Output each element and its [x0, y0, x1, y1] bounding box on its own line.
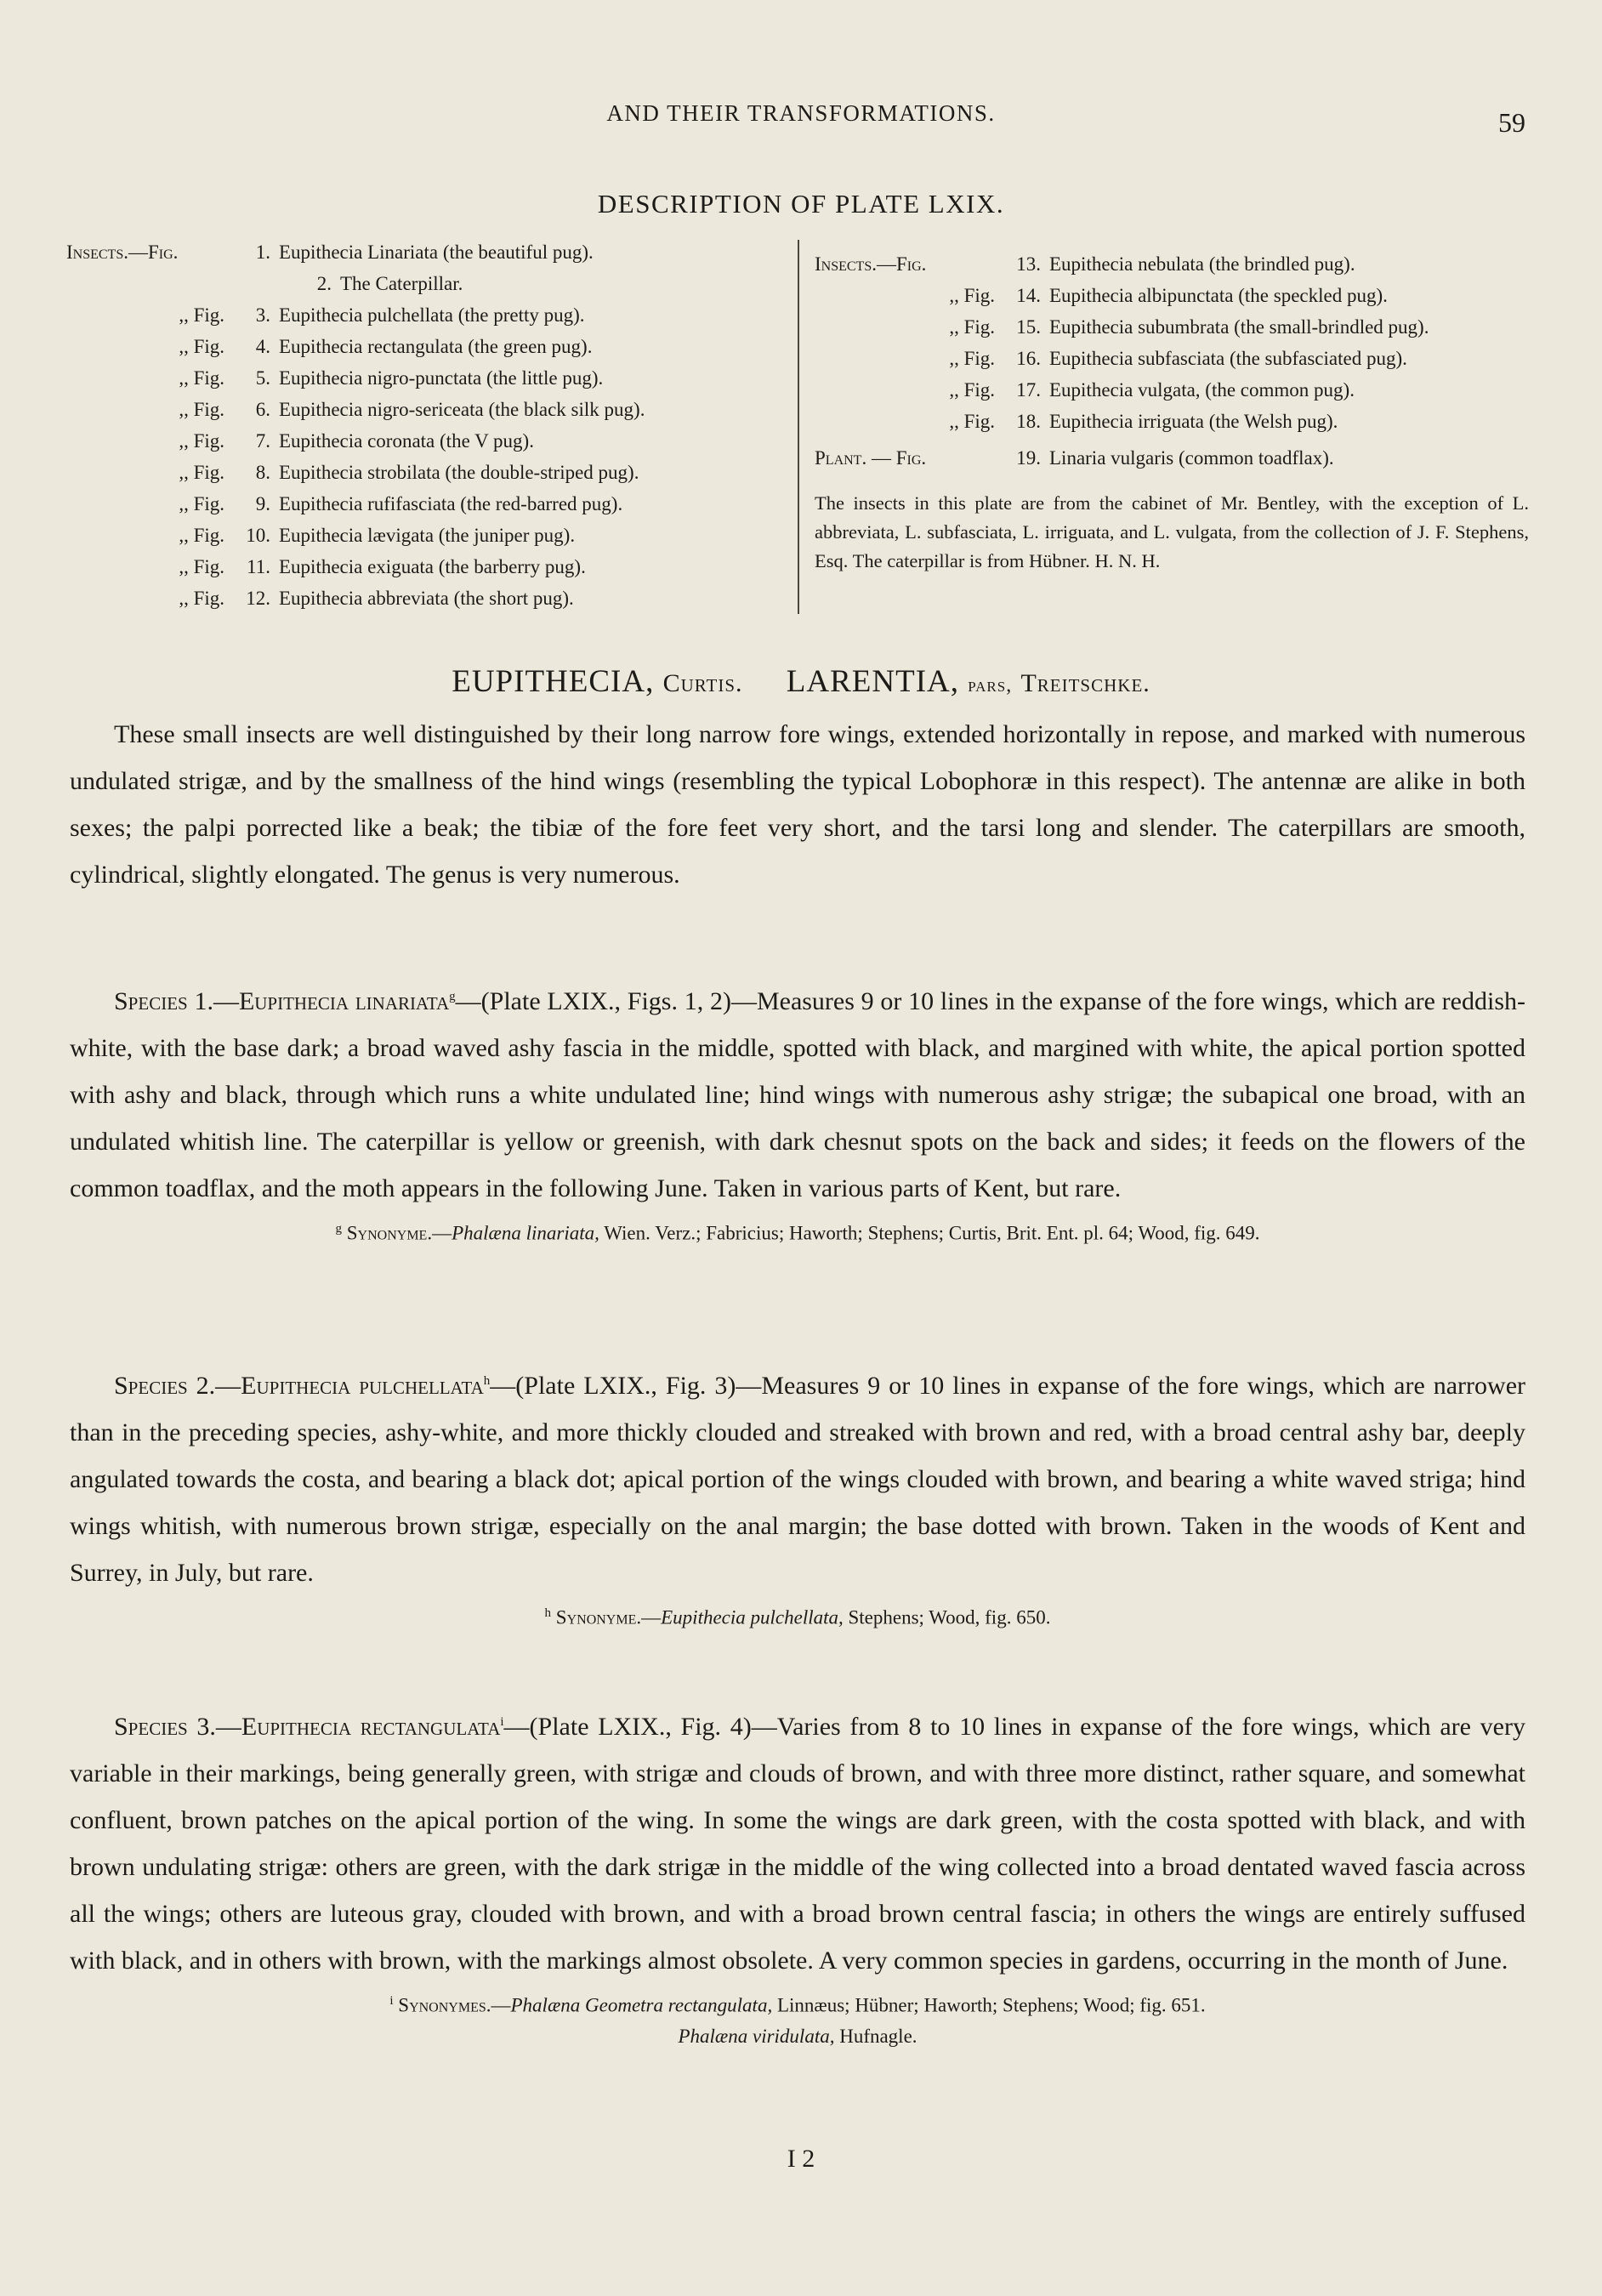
- footnote-label: Synonyme.—: [555, 1606, 662, 1628]
- footnote-marker: h: [544, 1606, 552, 1620]
- footnote-synonym: Eupithecia pulchellata,: [661, 1606, 844, 1628]
- figure-label: ,, Fig.: [179, 336, 224, 357]
- species-text: —(Plate LXIX., Fig. 3)—Measures 9 or 10 lines in expanse of the fore wings, which are narrower than in the preceding species, ashy-white, and more thickly clouded and streaked with brown and red, with a broad central ashy bar, deeply angulated towards the costa, and bearing a black dot; apical portion of the wings clouded with brown, and bearing a white waved striga; hind wings whitish, with numerous brown strigæ, especially on the anal margin; the base dotted with brown. Taken in the woods of Kent and Surrey, in July, but rare.: [70, 1372, 1526, 1587]
- species-heading: Species 3.—Eupithecia rectangulata: [114, 1713, 501, 1741]
- species-text: —(Plate LXIX., Fig. 4)—Varies from 8 to 10 lines in expanse of the fore wings, which are very variable in their markings, being generally green, with strigæ and clouds of brown, and with three more distinct, rather square, and somewhat confluent, brown patches on the apical portion of the wing. In some the wings are dark green, with the costa spotted with black, and with brown undulating strigæ: others are green, with the dark strigæ in the middle of the wing collected into a broad dentated waved fascia across all the wings; others are luteous gray, clouded with brown, and with a broad brown central fascia; in others the wings are entirely suffused with black, and in others with brown, with the markings almost obsolete. A very common species in gardens, occurring in the month of June.: [70, 1713, 1525, 1975]
- figure-number: 3.: [255, 304, 270, 326]
- figure-description: Eupithecia albipunctata (the speckled pug).: [1049, 285, 1388, 306]
- figure-description: Linaria vulgaris (common toadflax).: [1049, 447, 1334, 469]
- figure-label: Insects.—Fig.: [815, 253, 927, 275]
- footnote-marker: g: [335, 1222, 342, 1236]
- figure-number: 5.: [255, 367, 270, 389]
- figure-entry: [815, 280, 1529, 311]
- species-paragraph: [70, 1358, 1525, 1596]
- figure-number: 18.: [1016, 411, 1041, 432]
- footnote-marker: i: [500, 1715, 504, 1729]
- figure-entry: [66, 425, 789, 457]
- figure-entry: [66, 362, 789, 394]
- footnote-marker: i: [389, 1994, 394, 2008]
- figure-number: 12.: [246, 588, 270, 609]
- figure-label: ,, Fig.: [179, 525, 224, 546]
- footnote-marker: h: [483, 1374, 491, 1388]
- figure-entry: [815, 248, 1529, 280]
- figure-description: Eupithecia nigro-punctata (the little pug).: [279, 367, 604, 389]
- figure-number: 1.: [255, 242, 270, 263]
- figure-description: Eupithecia subumbrata (the small-brindled pug).: [1049, 316, 1429, 338]
- genus-name: EUPITHECIA,: [452, 664, 655, 699]
- signature-mark: I 2: [787, 2145, 815, 2173]
- figure-label: ,, Fig.: [179, 304, 224, 326]
- plate-note: The insects in this plate are from the cabinet of Mr. Bentley, with the exception of L. abbreviata, L. subfasciata, L. irriguata, and L. vulgata, from the collection of J. F. Stephens, Esq. The caterpillar is from Hübner. H. N. H.: [815, 492, 1529, 571]
- plate-title: DESCRIPTION OF PLATE LXIX.: [597, 189, 1005, 219]
- figure-description: Eupithecia exiguata (the barberry pug).: [279, 556, 586, 577]
- figure-number: 16.: [1016, 348, 1041, 369]
- species-text: —(Plate LXIX., Figs. 1, 2)—Measures 9 or 10 lines in the expanse of the fore wings, which are reddish-white, with the base dark; a broad waved ashy fascia in the middle, spotted with black, and margined with white, the apical portion spotted with ashy and black, through which runs a white undulated line; hind wings with numerous ashy strigæ; the subapical one broad, with an undulated whitish line. The caterpillar is yellow or greenish, with dark chesnut spots on the back and sides; it feeds on the flowers of the common toadflax, and the moth appears in the following June. Taken in various parts of Kent, but rare.: [70, 987, 1525, 1202]
- figure-entry: [66, 583, 789, 614]
- figure-label: ,, Fig.: [179, 462, 224, 483]
- figure-label: ,, Fig.: [179, 399, 224, 420]
- intro-paragraph: These small insects are well distinguished by their long narrow fore wings, extended horizontally in repose, and marked with numerous undulated strigæ, and by the smallness of the hind wings (resembling the typical Lobophoræ in this respect). The antennæ are alike in both sexes; the palpi porrected like a beak; the tibiæ of the fore feet very short, and the tarsi long and slender. The caterpillars are smooth, cylindrical, slightly elongated. The genus is very numerous.: [70, 720, 1525, 889]
- figure-label: ,, Fig.: [179, 367, 224, 389]
- figure-entry: [66, 394, 789, 425]
- figure-entry: [66, 520, 789, 551]
- species-paragraph: [70, 974, 1525, 1212]
- intro-block: [70, 711, 1525, 898]
- figure-description: Eupithecia nebulata (the brindled pug).: [1049, 253, 1355, 275]
- figure-description: Eupithecia pulchellata (the pretty pug).: [279, 304, 585, 326]
- genus-heading: [0, 663, 1602, 700]
- footnote-continuation: [70, 2021, 1525, 2052]
- genus-authority: Curtis.: [662, 669, 743, 697]
- footnote-label: Synonymes.—: [398, 1994, 511, 2016]
- figure-description: Eupithecia irriguata (the Welsh pug).: [1049, 411, 1338, 432]
- figure-number: 8.: [255, 462, 270, 483]
- figure-label: ,, Fig.: [179, 588, 224, 609]
- footnote-synonym: Phalæna Geometra rectangulata,: [510, 1994, 773, 2016]
- footnote: [70, 1986, 1525, 2021]
- figure-label: ,, Fig.: [179, 556, 224, 577]
- species-block: [70, 1699, 1525, 2052]
- figure-description: Eupithecia abbreviata (the short pug).: [279, 588, 574, 609]
- page-number: 59: [1498, 107, 1525, 138]
- figure-number: 2.: [316, 273, 332, 294]
- species-paragraph: [70, 1699, 1525, 1984]
- running-head: AND THEIR TRANSFORMATIONS.: [606, 100, 996, 126]
- figure-label: ,, Fig.: [949, 316, 995, 338]
- figure-entry: [66, 236, 789, 268]
- footnote-references: Linnæus; Hübner; Haworth; Stephens; Wood; fig. 651.: [776, 1994, 1206, 2016]
- footnote-synonym: Phalæna viridulata,: [678, 2025, 835, 2047]
- figure-description: Eupithecia Linariata (the beautiful pug).: [279, 242, 594, 263]
- footnote-references: Stephens; Wood, fig. 650.: [848, 1606, 1051, 1628]
- genus-name-alt: LARENTIA,: [786, 664, 959, 699]
- figure-number: 17.: [1016, 379, 1041, 401]
- species-heading: Species 1.—Eupithecia linariata: [114, 987, 450, 1015]
- footnote-references: Hufnagle.: [839, 2025, 917, 2047]
- figure-description: Eupithecia lævigata (the juniper pug).: [279, 525, 576, 546]
- figure-list-left: [66, 236, 789, 614]
- figure-entry: [815, 343, 1529, 374]
- figure-description: Eupithecia coronata (the V pug).: [279, 430, 534, 452]
- figure-number: 7.: [255, 430, 270, 452]
- footnote-marker: g: [449, 990, 456, 1003]
- figure-number: 13.: [1016, 253, 1041, 275]
- species-heading: Species 2.—Eupithecia pulchellata: [114, 1372, 484, 1400]
- species-block: [70, 1358, 1525, 1634]
- figure-list-right: [815, 248, 1529, 595]
- footnote-references: Wien. Verz.; Fabricius; Haworth; Stephens; Curtis, Brit. Ent. pl. 64; Wood, fig. 649.: [604, 1222, 1260, 1244]
- figure-description: Eupithecia rectangulata (the green pug).: [279, 336, 593, 357]
- figure-entry: [815, 406, 1529, 437]
- figure-entry: [815, 311, 1529, 343]
- figure-label: ,, Fig.: [179, 493, 224, 514]
- figure-entry: [815, 374, 1529, 406]
- figure-number: 6.: [255, 399, 270, 420]
- figure-number: 10.: [246, 525, 270, 546]
- figure-description: Eupithecia strobilata (the double-striped pug).: [279, 462, 639, 483]
- figure-entry: [66, 299, 789, 331]
- footnote-label: Synonyme.—: [346, 1222, 452, 1244]
- figure-number: 4.: [255, 336, 270, 357]
- figure-entry: [66, 551, 789, 583]
- figure-number: 15.: [1016, 316, 1041, 338]
- figure-number: 11.: [247, 556, 270, 577]
- figure-entry: [66, 331, 789, 362]
- species-block: [70, 974, 1525, 1249]
- figure-number: 9.: [255, 493, 270, 514]
- figure-description: Eupithecia subfasciata (the subfasciated pug).: [1049, 348, 1407, 369]
- figure-entry-plant: [815, 442, 1529, 474]
- figure-description: The Caterpillar.: [340, 273, 463, 294]
- figure-label: ,, Fig.: [949, 348, 995, 369]
- figure-number: 19.: [1016, 447, 1041, 469]
- figure-description: Eupithecia vulgata, (the common pug).: [1049, 379, 1355, 401]
- footnote-synonym: Phalæna linariata,: [452, 1222, 599, 1244]
- figure-label: ,, Fig.: [949, 379, 995, 401]
- figure-entry: [66, 457, 789, 488]
- figure-label: ,, Fig.: [179, 430, 224, 452]
- figure-entry: [66, 268, 789, 299]
- footnote: [70, 1213, 1525, 1249]
- figure-label: ,, Fig.: [949, 285, 995, 306]
- figure-entry: [66, 488, 789, 520]
- figure-number: 14.: [1016, 285, 1041, 306]
- figure-label: Insects.—Fig.: [66, 242, 179, 263]
- column-divider: [798, 240, 799, 614]
- figure-description: Eupithecia nigro-sericeata (the black silk pug).: [279, 399, 645, 420]
- figure-label: Plant. — Fig.: [815, 447, 927, 469]
- figure-description: Eupithecia rufifasciata (the red-barred pug).: [279, 493, 623, 514]
- genus-authority-alt: Treitschke.: [1020, 669, 1150, 697]
- footnote: [70, 1598, 1525, 1634]
- figure-label: ,, Fig.: [949, 411, 995, 432]
- genus-pars: pars,: [968, 674, 1013, 696]
